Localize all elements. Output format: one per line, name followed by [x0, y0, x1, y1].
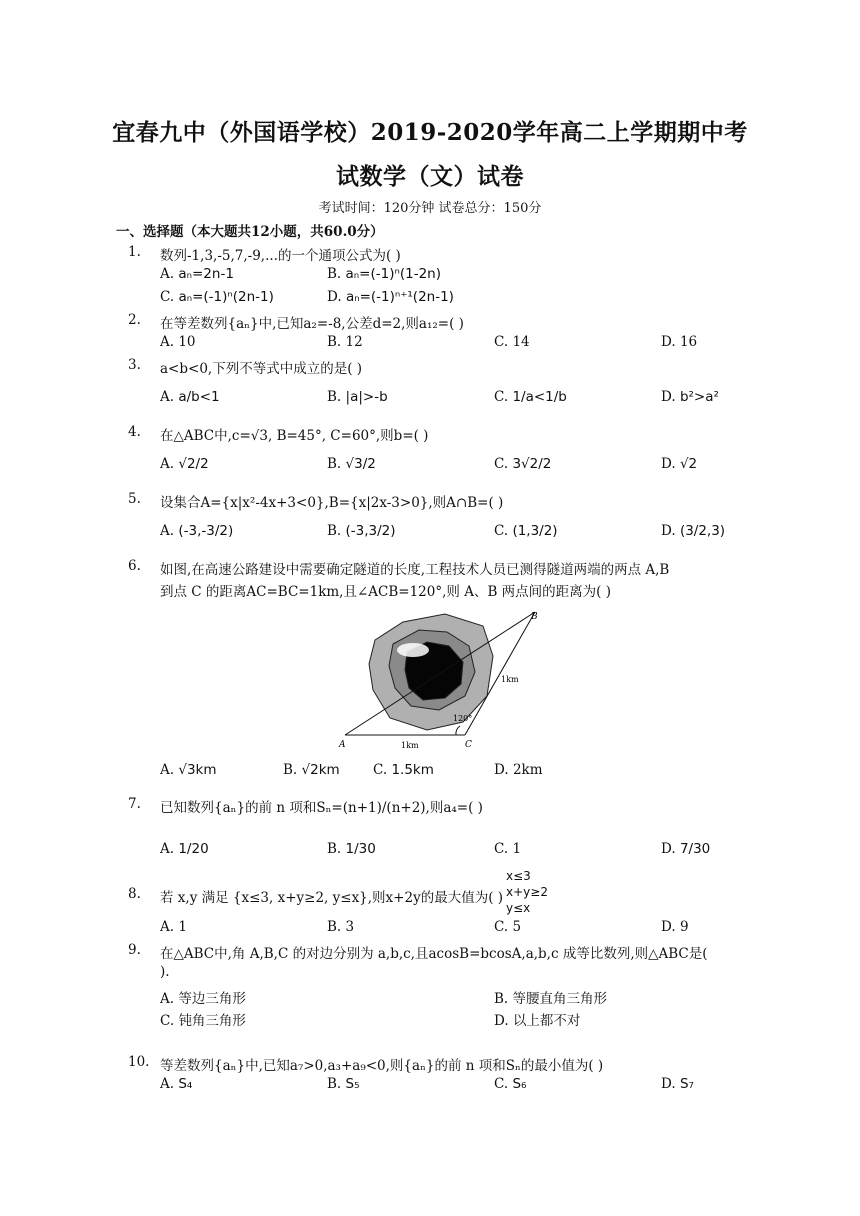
option-value: 1/30	[345, 841, 376, 857]
option-c: C. (1,3/2)	[494, 523, 558, 539]
question-text: 若 x,y 满足 {x≤3, x+y≥2, y≤x},则x+2y的最大值为( )	[160, 890, 504, 906]
exam-info: 考试时间：120分钟 试卷总分：150分	[318, 201, 542, 216]
option-d: D. 16	[661, 334, 698, 350]
option-c: C. 1	[494, 841, 522, 857]
option-value: 1.5km	[391, 762, 434, 778]
question-number: 9.	[128, 942, 141, 958]
question-text: 在△ABC中,角 A,B,C 的对边分别为 a,b,c,且acosB=bcosA,a,b,c 成等比数列,则△ABC是(	[160, 946, 708, 962]
option-b: B. 等腰直角三角形	[494, 991, 608, 1007]
label-b: B	[531, 612, 538, 622]
option-b: B. 12	[327, 334, 363, 350]
option-value: √3km	[178, 762, 217, 778]
label-angle: 120°	[453, 714, 473, 723]
option-a: A. a/b<1	[160, 389, 220, 405]
option-value: √2km	[301, 762, 340, 778]
option-value: 7/30	[679, 841, 711, 857]
option-b: B. 1/30	[327, 841, 376, 857]
option-value: 1/20	[178, 841, 209, 857]
option-value: (-3,3/2)	[345, 523, 396, 539]
option-value: 等腰直角三角形	[512, 991, 608, 1007]
question-number: 3.	[128, 357, 141, 373]
question-number: 7.	[128, 796, 141, 812]
option-value: 16	[679, 334, 698, 350]
question-text: 数列-1,3,-5,7,-9,...的一个通项公式为( )	[160, 248, 401, 264]
question-text-line2: 到点 C 的距离AC=BC=1km,且∠ACB=120°,则 A、B 两点间的距离为( )	[160, 584, 611, 600]
constraint-system	[506, 868, 548, 916]
option-value: 3	[345, 919, 355, 935]
option-value: 1	[178, 919, 187, 935]
option-value: S₄	[178, 1076, 193, 1092]
option-value: |a|>-b	[345, 389, 388, 405]
option-value: 等边三角形	[178, 991, 246, 1007]
option-b: B. |a|>-b	[327, 389, 388, 405]
question-text: 如图,在高速公路建设中需要确定隧道的长度,工程技术人员已测得隧道两端的两点 A,B	[160, 562, 670, 578]
option-b: B. √2km	[283, 762, 340, 778]
label-a: A	[339, 740, 346, 750]
option-d: D. S₇	[661, 1076, 694, 1092]
option-value: S₇	[679, 1076, 694, 1092]
option-a: A. 10	[160, 334, 196, 350]
option-c: C. 14	[494, 334, 530, 350]
option-c: C. 1/a<1/b	[494, 389, 567, 405]
question-text: 设集合A={x|x²-4x+3<0},B={x|2x-3>0},则A∩B=( )	[160, 495, 504, 511]
option-c: C. aₙ=(-1)ⁿ(2n-1)	[160, 289, 274, 305]
option-d: D. (3/2,3)	[661, 523, 726, 539]
option-d: D. 9	[661, 919, 689, 935]
option-value: aₙ=(-1)ⁿ⁺¹(2n-1)	[345, 289, 454, 305]
option-a: A. aₙ=2n-1	[160, 266, 234, 282]
option-d: D. √2	[661, 456, 698, 472]
question-number: 4.	[128, 424, 141, 440]
option-value: aₙ=(-1)ⁿ(1-2n)	[345, 266, 441, 282]
constraint-3: y≤x	[506, 901, 531, 915]
option-value: b²>a²	[679, 389, 719, 405]
label-ac-length: 1km	[401, 741, 419, 750]
option-b: B. √3/2	[327, 456, 376, 472]
option-c: C. 钝角三角形	[160, 1013, 246, 1029]
option-b: B. S₅	[327, 1076, 360, 1092]
option-value: 2km	[512, 762, 543, 778]
option-c: C. 5	[494, 919, 522, 935]
question-number: 5.	[128, 491, 141, 507]
option-value: 12	[345, 334, 363, 350]
option-d: D. 以上都不对	[494, 1013, 581, 1029]
option-value: 以上都不对	[512, 1013, 581, 1029]
option-a: A. S₄	[160, 1076, 193, 1092]
question-text-line2: ).	[160, 964, 170, 980]
question-text: 在等差数列{aₙ}中,已知a₂=-8,公差d=2,则a₁₂=( )	[160, 316, 464, 332]
option-value: (-3,-3/2)	[178, 523, 234, 539]
question-number: 8.	[128, 886, 141, 902]
option-value: 14	[512, 334, 530, 350]
option-d: D. b²>a²	[661, 389, 719, 405]
option-value: √2/2	[178, 456, 209, 472]
option-b: B. (-3,3/2)	[327, 523, 396, 539]
label-c: C	[465, 740, 472, 750]
label-bc-length: 1km	[501, 675, 519, 684]
option-value: S₅	[345, 1076, 360, 1092]
option-a: A. (-3,-3/2)	[160, 523, 234, 539]
question-number: 6.	[128, 558, 141, 574]
option-value: √3/2	[345, 456, 376, 472]
option-b: B. aₙ=(-1)ⁿ(1-2n)	[327, 266, 441, 282]
option-d: D. 2km	[494, 762, 543, 778]
option-d: D. aₙ=(-1)ⁿ⁺¹(2n-1)	[327, 289, 454, 305]
question-text: 在△ABC中,c=√3, B=45°, C=60°,则b=( )	[160, 428, 429, 444]
option-c: C. 3√2/2	[494, 456, 552, 472]
option-value: 9	[679, 919, 689, 935]
option-value: 5	[512, 919, 522, 935]
question-text: a<b<0,下列不等式中成立的是( )	[160, 361, 363, 377]
option-value: (3/2,3)	[679, 523, 726, 539]
option-d: D. 7/30	[661, 841, 711, 857]
option-a: A. 1	[160, 919, 187, 935]
option-a: A. √2/2	[160, 456, 209, 472]
tunnel-figure	[335, 608, 550, 752]
option-value: 1	[512, 841, 522, 857]
fog-patch	[397, 643, 429, 657]
option-value: 钝角三角形	[178, 1013, 246, 1029]
constraint-2: x+y≥2	[506, 885, 548, 899]
option-value: 3√2/2	[512, 456, 552, 472]
constraint-1: x≤3	[506, 869, 531, 883]
option-value: a/b<1	[178, 389, 220, 405]
option-a: A. 等边三角形	[160, 991, 246, 1007]
option-value: aₙ=2n-1	[178, 266, 234, 282]
exam-title-line1: 宜春九中（外国语学校）2019-2020学年高二上学期期中考	[112, 119, 748, 146]
question-number: 10.	[128, 1054, 150, 1070]
option-a: A. 1/20	[160, 841, 209, 857]
option-value: 10	[178, 334, 196, 350]
question-text: 已知数列{aₙ}的前 n 项和Sₙ=(n+1)/(n+2),则a₄=( )	[160, 800, 483, 816]
option-c: C. 1.5km	[373, 762, 434, 778]
question-number: 2.	[128, 312, 141, 328]
option-a: A. √3km	[160, 762, 217, 778]
option-value: aₙ=(-1)ⁿ(2n-1)	[178, 289, 274, 305]
option-value: S₆	[512, 1076, 527, 1092]
question-text: 等差数列{aₙ}中,已知a₇>0,a₃+a₉<0,则{aₙ}的前 n 项和Sₙ的最小值为( )	[160, 1058, 604, 1074]
section-heading: 一、选择题（本大题共12小题，共60.0分）	[116, 224, 384, 240]
question-number: 1.	[128, 244, 141, 260]
exam-title-line2: 试数学（文）试卷	[336, 163, 524, 190]
option-value: 1/a<1/b	[512, 389, 567, 405]
option-b: B. 3	[327, 919, 355, 935]
angle-arc	[456, 726, 460, 735]
option-value: √2	[679, 456, 698, 472]
option-c: C. S₆	[494, 1076, 527, 1092]
option-value: (1,3/2)	[512, 523, 558, 539]
